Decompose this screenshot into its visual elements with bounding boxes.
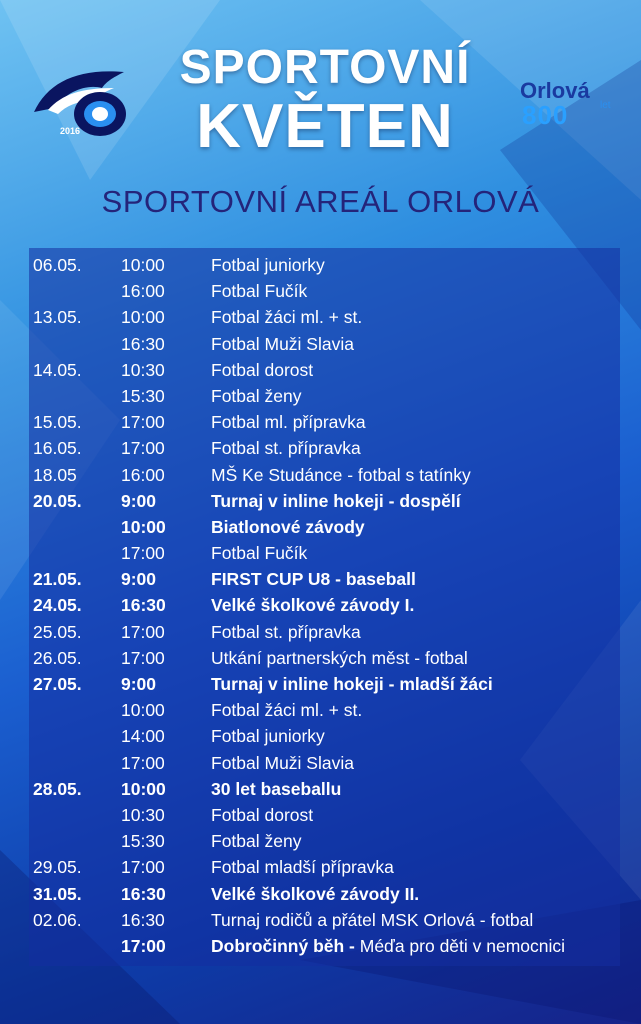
schedule-event: Fotbal ženy xyxy=(211,831,302,852)
schedule-event: Fotbal Fučík xyxy=(211,281,308,302)
schedule-date: 20.05. xyxy=(33,490,82,511)
schedule-time: 10:00 xyxy=(121,700,165,721)
schedule-time: 17:00 xyxy=(121,621,165,642)
schedule-time: 10:00 xyxy=(121,307,165,328)
schedule-event: MŠ Ke Studánce - fotbal s tatínky xyxy=(211,464,471,485)
schedule-event: Fotbal ml. přípravka xyxy=(211,412,366,433)
schedule-event: Velké školkové závody II. xyxy=(211,883,420,904)
orlova-logo-number: 800 xyxy=(522,100,569,130)
schedule-row xyxy=(29,802,620,828)
schedule-date: 06.05. xyxy=(33,255,82,275)
schedule-date: 13.05. xyxy=(33,307,82,328)
schedule-time: 17:00 xyxy=(121,438,165,459)
schedule-date: 16.05. xyxy=(33,438,82,459)
schedule-time: 16:30 xyxy=(121,333,165,354)
schedule-row xyxy=(29,514,620,540)
schedule-event: Turnaj v inline hokeji - dospělí xyxy=(211,490,461,511)
schedule-row xyxy=(29,435,620,461)
schedule-row xyxy=(29,776,620,802)
schedule-event: Fotbal ženy xyxy=(211,385,302,406)
schedule-time: 17:00 xyxy=(121,543,165,564)
orlova-logo-name: Orlová xyxy=(520,78,590,103)
schedule-event: 30 let baseballu xyxy=(211,778,342,799)
club-eagle-logo xyxy=(28,62,140,142)
schedule-row xyxy=(29,697,620,723)
schedule-date: 31.05. xyxy=(33,883,82,904)
schedule-row xyxy=(29,409,620,435)
schedule-event: Fotbal st. přípravka xyxy=(211,621,361,642)
title-line-2: KVĚTEN xyxy=(196,92,454,161)
schedule-row xyxy=(29,828,620,854)
schedule-row xyxy=(29,383,620,409)
schedule-time: 16:30 xyxy=(121,909,165,930)
schedule-time: 16:00 xyxy=(121,281,165,302)
schedule-row xyxy=(29,907,620,933)
schedule-time: 10:30 xyxy=(121,804,165,825)
schedule-row xyxy=(29,252,620,278)
schedule-row xyxy=(29,462,620,488)
schedule-time: 9:00 xyxy=(121,490,157,511)
schedule-time: 17:00 xyxy=(121,412,165,433)
schedule-row xyxy=(29,671,620,697)
schedule-row xyxy=(29,357,620,383)
schedule-row xyxy=(29,645,620,671)
schedule-event: Biatlonové závody xyxy=(211,516,365,537)
schedule-row xyxy=(29,881,620,907)
club-logo-year: 2016 xyxy=(60,126,81,136)
schedule-time: 15:30 xyxy=(121,385,165,406)
schedule-time: 10:00 xyxy=(121,255,165,275)
schedule-time: 14:00 xyxy=(121,726,165,747)
schedule-date: 24.05. xyxy=(33,595,82,616)
schedule-time: 17:00 xyxy=(121,752,165,773)
schedule-date: 27.05. xyxy=(33,674,82,694)
schedule-event: FIRST CUP U8 - baseball xyxy=(211,569,416,590)
schedule-time: 17:00 xyxy=(121,935,166,956)
orlova-800-logo xyxy=(520,78,620,138)
schedule-event: Fotbal dorost xyxy=(211,804,314,825)
schedule-row xyxy=(29,566,620,592)
schedule-event: Fotbal juniorky xyxy=(211,726,325,747)
venue-subtitle: SPORTOVNÍ AREÁL ORLOVÁ xyxy=(101,184,540,219)
schedule-row xyxy=(29,488,620,514)
schedule-date: 14.05. xyxy=(33,359,82,380)
schedule-time: 15:30 xyxy=(121,831,165,852)
schedule-event: Fotbal dorost xyxy=(211,359,314,380)
schedule-row xyxy=(29,304,620,330)
schedule-event: Fotbal Fučík xyxy=(211,543,308,564)
schedule-row xyxy=(29,331,620,357)
schedule-event: Fotbal Muži Slavia xyxy=(211,333,354,354)
schedule-time: 10:30 xyxy=(121,359,165,380)
schedule-row xyxy=(29,750,620,776)
schedule-event: Fotbal žáci ml. + st. xyxy=(211,700,363,721)
schedule-event: Velké školkové závody I. xyxy=(211,595,415,616)
schedule-time: 16:30 xyxy=(121,883,166,904)
schedule-list xyxy=(29,252,620,959)
schedule-time: 10:00 xyxy=(121,778,166,799)
schedule-time: 17:00 xyxy=(121,857,165,878)
schedule-time: 9:00 xyxy=(121,569,157,590)
schedule-date: 18.05 xyxy=(33,464,77,485)
schedule-date: 21.05. xyxy=(33,569,82,590)
schedule-event: Turnaj rodičů a přátel MSK Orlová - fotbal xyxy=(211,909,534,930)
schedule-event: Fotbal žáci ml. + st. xyxy=(211,307,363,328)
schedule-event-extra: Méďa pro děti v nemocnici xyxy=(359,935,566,956)
schedule-event-main: Dobročinný běh - xyxy=(211,935,360,956)
schedule-row xyxy=(29,933,620,959)
schedule-event: Fotbal Muži Slavia xyxy=(211,752,354,773)
schedule-date: 02.06. xyxy=(33,909,82,930)
schedule-event: Utkání partnerských měst - fotbal xyxy=(211,647,468,668)
schedule-row xyxy=(29,619,620,645)
orlova-logo-suffix: let xyxy=(600,100,611,111)
schedule-date: 29.05. xyxy=(33,857,82,878)
schedule-time: 16:30 xyxy=(121,595,166,616)
schedule-row xyxy=(29,723,620,749)
schedule-date: 15.05. xyxy=(33,412,82,433)
schedule-event: Fotbal mladší přípravka xyxy=(211,857,394,878)
schedule-time: 17:00 xyxy=(121,647,165,668)
schedule-row xyxy=(29,540,620,566)
schedule-date: 26.05. xyxy=(33,647,82,668)
schedule-event: Fotbal juniorky xyxy=(211,255,325,275)
schedule-time: 16:00 xyxy=(121,464,165,485)
title-line-1: SPORTOVNÍ xyxy=(179,41,471,94)
schedule-date: 25.05. xyxy=(33,621,82,642)
schedule-row xyxy=(29,854,620,880)
schedule-row xyxy=(29,278,620,304)
schedule-event xyxy=(211,933,565,959)
schedule-event: Turnaj v inline hokeji - mladší žáci xyxy=(211,674,493,694)
schedule-date: 28.05. xyxy=(33,778,82,799)
schedule-row xyxy=(29,592,620,618)
schedule-event: Fotbal st. přípravka xyxy=(211,438,361,459)
schedule-time: 9:00 xyxy=(121,674,157,694)
schedule-time: 10:00 xyxy=(121,516,166,537)
